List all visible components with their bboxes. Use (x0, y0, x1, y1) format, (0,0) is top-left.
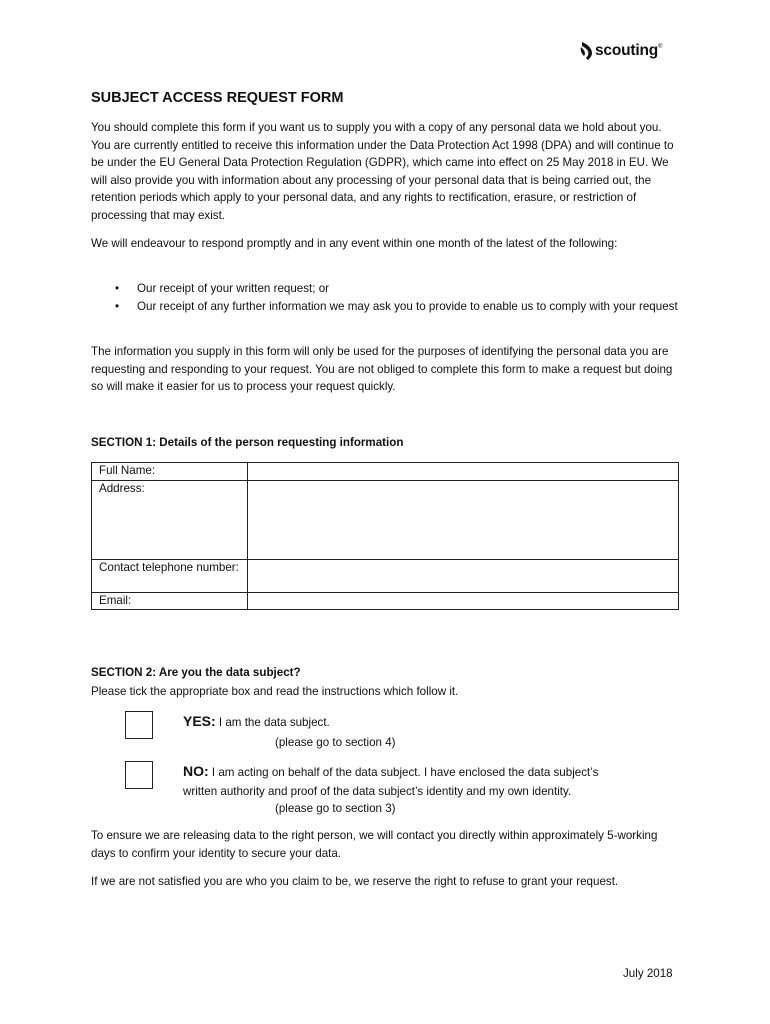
intro-paragraph: You should complete this form if you want us to supply you with a copy of any personal data we hold about you. You are currently entitled to receive this information under the Data Protection Act 1998 (DPA) and will continue to be under the EU General Data Protection Regulation (GDPR), which came into effect on 25 May 2018 in EU. We will also provide you with information about any processing of your personal data that is being carried out, the retention periods which apply to your personal data, and any rights to rectification, erasure, or restriction of processing that may exist. (91, 121, 674, 222)
email-field[interactable] (248, 592, 679, 610)
refusal-paragraph: If we are not satisfied you are who you claim to be, we reserve the right to refuse to grant your request. (91, 875, 619, 888)
yes-option (183, 713, 683, 732)
fleur-de-lis-icon (580, 41, 594, 61)
telephone-field[interactable] (248, 559, 679, 592)
table-row (92, 463, 679, 481)
yes-text: I am the data subject. (218, 716, 330, 729)
no-text-continued: written authority and proof of the data subject’s identity and my own identity. (183, 785, 572, 798)
full-name-label: Full Name: (92, 463, 248, 481)
address-field[interactable] (248, 480, 679, 559)
section2-heading: SECTION 2: Are you the data subject? (91, 666, 301, 679)
requester-details-table (91, 462, 679, 610)
page-title: SUBJECT ACCESS REQUEST FORM (91, 90, 344, 106)
section2-instruction: Please tick the appropriate box and read the instructions which follow it. (91, 685, 459, 698)
no-text: I am acting on behalf of the data subject. I have enclosed the data subject’s (211, 766, 599, 779)
section1-heading: SECTION 1: Details of the person requesting information (91, 436, 404, 449)
email-label: Email: (92, 592, 248, 610)
list-item: • Our receipt of your written request; or (91, 280, 681, 298)
yes-label: YES: (183, 713, 216, 729)
registered-mark: ® (657, 44, 663, 51)
verification-paragraph: To ensure we are releasing data to the right person, we will contact you directly within approximately 5-working days to confirm your identity to secure your data. (91, 829, 658, 860)
footer-date: July 2018 (623, 967, 673, 980)
no-option (183, 763, 683, 782)
yes-checkbox[interactable] (125, 711, 153, 739)
yes-instruction: (please go to section 4) (275, 736, 396, 749)
full-name-field[interactable] (248, 463, 679, 481)
no-label: NO: (183, 763, 209, 779)
table-row (92, 559, 679, 592)
table-row (92, 480, 679, 559)
telephone-label: Contact telephone number: (92, 559, 248, 592)
list-item: • Our receipt of any further information we may ask you to provide to enable us to comply with your request (91, 298, 681, 316)
scouting-logo (580, 41, 662, 61)
no-instruction: (please go to section 3) (275, 802, 396, 815)
no-checkbox[interactable] (125, 761, 153, 789)
address-label: Address: (92, 480, 248, 559)
logo-wordmark: scouting (595, 42, 658, 60)
usage-paragraph: The information you supply in this form will only be used for the purposes of identifying the personal data you are requesting and responding to your request. You are not obliged to complete this form to make a request but doing so will make it easier for us to process your request quickly. (91, 345, 673, 394)
response-conditions-list (91, 280, 681, 315)
table-row (92, 592, 679, 610)
respond-paragraph: We will endeavour to respond promptly and in any event within one month of the latest of the following: (91, 237, 618, 250)
